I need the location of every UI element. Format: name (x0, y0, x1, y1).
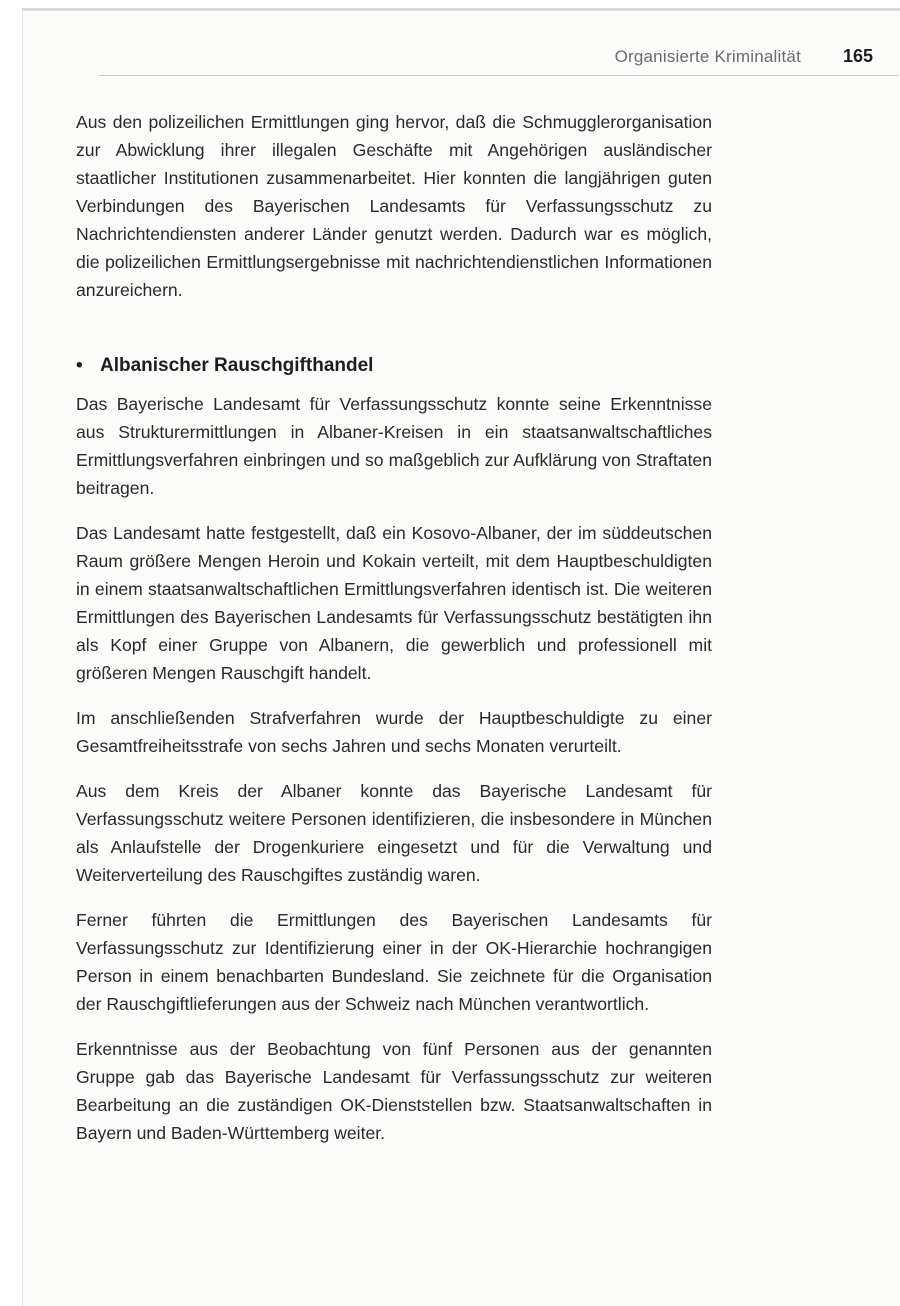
intro-paragraph: Aus den polizeilichen Ermittlungen ging hervor, daß die Schmugglerorganisation zur Abwicklung ihrer illegalen Geschäfte mit Angehörigen ausländischer staatlicher Institutionen zusammenarbeitet. Hier konnten die langjährigen guten Verbindungen des Bayerischen Landesamts für Verfassungsschutz zu Nachrichtendiensten anderer Länder genutzt werden. Dadurch war es möglich, die polizeilichen Ermittlungsergebnisse mit nachrichtendienstlichen Informationen anzureichern. (76, 112, 712, 300)
bullet-marker: • (76, 355, 83, 376)
section-heading (76, 352, 712, 380)
running-header (99, 43, 899, 76)
paragraph: Das Landesamt hatte festgestellt, daß ein Kosovo-Albaner, der im süddeutschen Raum größere Mengen Heroin und Kokain verteilt, mit dem Hauptbeschuldigten in einem staatsanwaltschaftlichen Ermittlungsverfahren identisch ist. Die weiteren Ermittlungen des Bayerischen Landesamts für Verfassungsschutz bestätigten ihn als Kopf einer Gruppe von Albanern, die gewerblich und professionell mit größeren Mengen Rauschgift handelt. (76, 523, 712, 683)
section-heading-text: Albanischer Rauschgifthandel (100, 355, 374, 376)
page-number: 165 (842, 46, 873, 66)
paragraph: Das Bayerische Landesamt für Verfassungsschutz konnte seine Erkenntnisse aus Strukturermittlungen in Albaner-Kreisen in ein staatsanwaltschaftliches Ermittlungsverfahren einbringen und so maßgeblich zur Aufklärung von Straftaten beitragen. (76, 394, 712, 498)
body-text (76, 108, 712, 1164)
paragraph: Erkenntnisse aus der Beobachtung von fünf Personen aus der genannten Gruppe gab das Bayerische Landesamt für Verfassungsschutz zur weiteren Bearbeitung an die zuständigen OK-Dienststellen bzw. Staatsanwaltschaften in Bayern und Baden-Württemberg weiter. (76, 1039, 712, 1143)
paragraph: Im anschließenden Strafverfahren wurde der Hauptbeschuldigte zu einer Gesamtfreiheitsstrafe von sechs Jahren und sechs Monaten verurteilt. (76, 708, 712, 756)
header-title: Organisierte Kriminalität (614, 47, 801, 66)
paragraph: Ferner führten die Ermittlungen des Bayerischen Landesamts für Verfassungsschutz zur Identifizierung einer in der OK-Hierarchie hochrangigen Person in einem benachbarten Bundesland. Sie zeichnete für die Organisation der Rauschgiftlieferungen aus der Schweiz nach München verantwortlich. (76, 910, 712, 1014)
paragraph: Aus dem Kreis der Albaner konnte das Bayerische Landesamt für Verfassungsschutz weitere Personen identifizieren, die insbesondere in München als Anlaufstelle der Drogenkuriere eingesetzt und für die Verwaltung und Weiterverteilung des Rauschgiftes zuständig waren. (76, 781, 712, 885)
